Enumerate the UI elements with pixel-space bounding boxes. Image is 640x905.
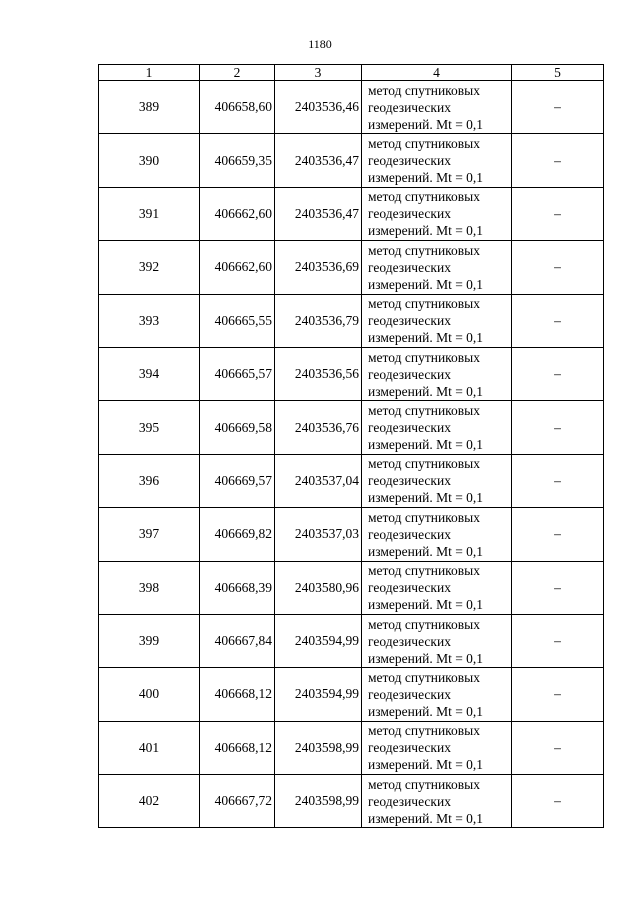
note-cell: – (512, 294, 604, 347)
method-line-2: геодезических (368, 153, 451, 169)
x-coordinate-cell: 406667,72 (200, 775, 275, 828)
method-line-3: измерений. Mt = 0,1 (368, 543, 484, 559)
method-line-3: измерений. Mt = 0,1 (368, 223, 484, 239)
x-coordinate-cell: 406668,39 (200, 561, 275, 614)
y-coordinate-cell: 2403536,47 (275, 187, 362, 240)
method-line-2: геодезических (368, 526, 451, 542)
y-coordinate-cell: 2403536,79 (275, 294, 362, 347)
x-coordinate-cell: 406665,57 (200, 347, 275, 400)
method-line-3: измерений. Mt = 0,1 (368, 437, 484, 453)
x-coordinate-cell: 406659,35 (200, 134, 275, 187)
method-line-3: измерений. Mt = 0,1 (368, 383, 484, 399)
method-cell (362, 561, 512, 614)
y-coordinate-cell: 2403537,04 (275, 454, 362, 507)
table-row (99, 561, 604, 614)
method-line-3: измерений. Mt = 0,1 (368, 170, 484, 186)
method-line-1: метод спутниковых (368, 456, 480, 472)
table-row (99, 454, 604, 507)
point-number-cell: 395 (99, 401, 200, 454)
x-coordinate-cell: 406662,60 (200, 187, 275, 240)
point-number-cell: 402 (99, 775, 200, 828)
method-line-1: метод спутниковых (368, 563, 480, 579)
method-cell (362, 294, 512, 347)
method-line-2: геодезических (368, 473, 451, 489)
table-row (99, 614, 604, 667)
table-row (99, 294, 604, 347)
x-coordinate-cell: 406669,57 (200, 454, 275, 507)
x-coordinate-cell: 406669,58 (200, 401, 275, 454)
point-number-cell: 389 (99, 81, 200, 134)
column-header-1: 1 (99, 65, 200, 81)
note-cell: – (512, 241, 604, 294)
method-cell (362, 81, 512, 134)
coordinates-table (98, 64, 604, 828)
point-number-cell: 393 (99, 294, 200, 347)
method-cell (362, 668, 512, 721)
table-header-row (99, 65, 604, 81)
page-number: 1180 (308, 37, 332, 51)
method-line-2: геодезических (368, 99, 451, 115)
y-coordinate-cell: 2403536,69 (275, 241, 362, 294)
method-line-1: метод спутниковых (368, 296, 480, 312)
x-coordinate-cell: 406669,82 (200, 508, 275, 561)
table-row (99, 508, 604, 561)
method-line-3: измерений. Mt = 0,1 (368, 757, 484, 773)
method-cell (362, 721, 512, 774)
table-row (99, 721, 604, 774)
method-line-1: метод спутниковых (368, 403, 480, 419)
note-cell: – (512, 347, 604, 400)
table-row (99, 668, 604, 721)
method-line-3: измерений. Mt = 0,1 (368, 490, 484, 506)
method-cell (362, 614, 512, 667)
method-line-2: геодезических (368, 580, 451, 596)
point-number-cell: 401 (99, 721, 200, 774)
note-cell: – (512, 668, 604, 721)
point-number-cell: 399 (99, 614, 200, 667)
column-header-3: 3 (275, 65, 362, 81)
y-coordinate-cell: 2403536,56 (275, 347, 362, 400)
note-cell: – (512, 614, 604, 667)
table-row (99, 347, 604, 400)
y-coordinate-cell: 2403598,99 (275, 721, 362, 774)
y-coordinate-cell: 2403594,99 (275, 668, 362, 721)
method-line-3: измерений. Mt = 0,1 (368, 116, 484, 132)
note-cell: – (512, 187, 604, 240)
x-coordinate-cell: 406662,60 (200, 241, 275, 294)
method-line-2: геодезических (368, 366, 451, 382)
column-header-2: 2 (200, 65, 275, 81)
method-line-2: геодезических (368, 633, 451, 649)
y-coordinate-cell: 2403594,99 (275, 614, 362, 667)
note-cell: – (512, 454, 604, 507)
method-line-2: геодезических (368, 206, 451, 222)
y-coordinate-cell: 2403536,47 (275, 134, 362, 187)
method-line-1: метод спутниковых (368, 349, 480, 365)
note-cell: – (512, 561, 604, 614)
method-line-2: геодезических (368, 313, 451, 329)
table-row (99, 775, 604, 828)
note-cell: – (512, 508, 604, 561)
table-body (99, 81, 604, 828)
y-coordinate-cell: 2403536,76 (275, 401, 362, 454)
point-number-cell: 392 (99, 241, 200, 294)
method-line-1: метод спутниковых (368, 776, 480, 792)
method-cell (362, 187, 512, 240)
method-line-1: метод спутниковых (368, 723, 480, 739)
table-row (99, 187, 604, 240)
method-cell (362, 134, 512, 187)
method-line-1: метод спутниковых (368, 82, 480, 98)
method-line-3: измерений. Mt = 0,1 (368, 597, 484, 613)
y-coordinate-cell: 2403537,03 (275, 508, 362, 561)
x-coordinate-cell: 406667,84 (200, 614, 275, 667)
method-cell (362, 454, 512, 507)
method-line-3: измерений. Mt = 0,1 (368, 330, 484, 346)
note-cell: – (512, 775, 604, 828)
method-line-1: метод спутниковых (368, 242, 480, 258)
point-number-cell: 391 (99, 187, 200, 240)
table-row (99, 401, 604, 454)
note-cell: – (512, 401, 604, 454)
method-line-3: измерений. Mt = 0,1 (368, 810, 484, 826)
method-line-1: метод спутниковых (368, 189, 480, 205)
table-row (99, 81, 604, 134)
x-coordinate-cell: 406668,12 (200, 721, 275, 774)
method-line-2: геодезических (368, 793, 451, 809)
method-line-2: геодезических (368, 420, 451, 436)
point-number-cell: 396 (99, 454, 200, 507)
y-coordinate-cell: 2403536,46 (275, 81, 362, 134)
x-coordinate-cell: 406658,60 (200, 81, 275, 134)
point-number-cell: 397 (99, 508, 200, 561)
method-line-3: измерений. Mt = 0,1 (368, 703, 484, 719)
method-cell (362, 508, 512, 561)
method-line-1: метод спутниковых (368, 616, 480, 632)
y-coordinate-cell: 2403598,99 (275, 775, 362, 828)
method-line-1: метод спутниковых (368, 136, 480, 152)
method-line-2: геодезических (368, 686, 451, 702)
table-row (99, 134, 604, 187)
column-header-5: 5 (512, 65, 604, 81)
method-cell (362, 241, 512, 294)
method-line-1: метод спутниковых (368, 509, 480, 525)
method-line-3: измерений. Mt = 0,1 (368, 276, 484, 292)
point-number-cell: 390 (99, 134, 200, 187)
note-cell: – (512, 134, 604, 187)
point-number-cell: 400 (99, 668, 200, 721)
y-coordinate-cell: 2403580,96 (275, 561, 362, 614)
method-cell (362, 347, 512, 400)
method-cell (362, 401, 512, 454)
method-cell (362, 775, 512, 828)
column-header-4: 4 (362, 65, 512, 81)
note-cell: – (512, 721, 604, 774)
point-number-cell: 398 (99, 561, 200, 614)
method-line-2: геодезических (368, 740, 451, 756)
method-line-3: измерений. Mt = 0,1 (368, 650, 484, 666)
x-coordinate-cell: 406665,55 (200, 294, 275, 347)
x-coordinate-cell: 406668,12 (200, 668, 275, 721)
table-row (99, 241, 604, 294)
point-number-cell: 394 (99, 347, 200, 400)
method-line-1: метод спутниковых (368, 669, 480, 685)
note-cell: – (512, 81, 604, 134)
method-line-2: геодезических (368, 259, 451, 275)
